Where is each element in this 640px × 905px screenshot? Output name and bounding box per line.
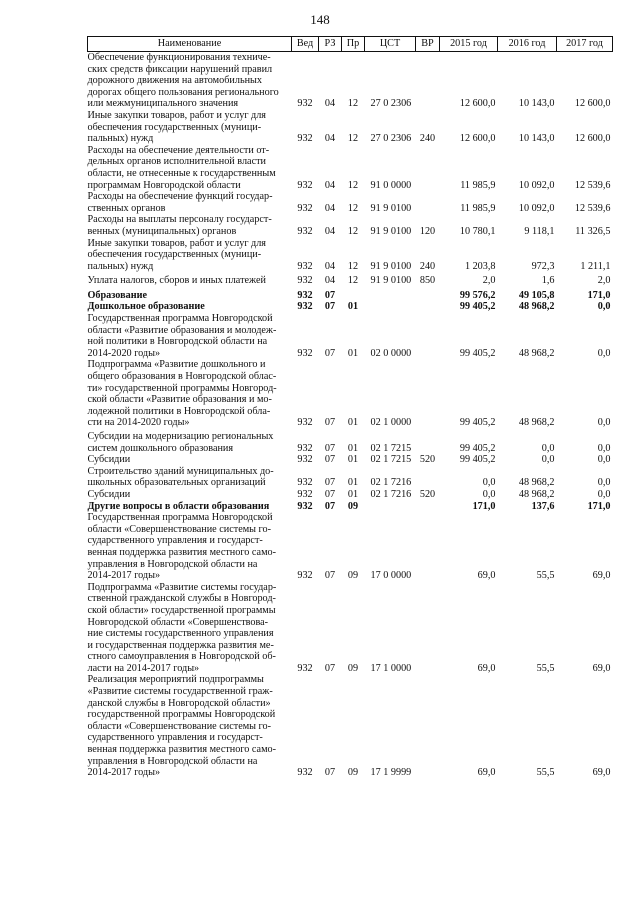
name-line: Расходы на выплаты персоналу государст- bbox=[87, 214, 272, 226]
cell-y2017: 2,0 bbox=[597, 275, 611, 287]
table-header-row bbox=[88, 37, 613, 52]
cell-y2015: 69,0 bbox=[477, 662, 496, 674]
cell-rz: 07 bbox=[324, 488, 336, 500]
cell-y2017: 69,0 bbox=[592, 570, 611, 582]
cell-y2015: 99 405,2 bbox=[459, 301, 496, 313]
cell-vr bbox=[416, 52, 440, 110]
cell-cst: 91 9 0100 bbox=[370, 260, 412, 272]
cell-y2015: 11 985,9 bbox=[460, 202, 496, 214]
cell-ved: 932 bbox=[297, 477, 313, 489]
cell-y2016: 0,0 bbox=[541, 442, 555, 454]
name-line: ние системы государственного управления bbox=[87, 628, 274, 640]
cell-pr: 01 bbox=[347, 417, 359, 429]
cell-y2016: 55,5 bbox=[536, 570, 555, 582]
table-row bbox=[88, 512, 613, 582]
cell-vr bbox=[416, 313, 440, 359]
cell-vr bbox=[416, 582, 440, 675]
name-line: сти на 2014-2020 годы» bbox=[87, 417, 190, 429]
table-row bbox=[88, 431, 613, 454]
cell-pr: 12 bbox=[347, 275, 359, 287]
cell-vr: 520 bbox=[419, 454, 436, 466]
cell-ved: 932 bbox=[297, 662, 313, 674]
cell-vr: 240 bbox=[419, 133, 436, 145]
cell-y2016: 48 968,2 bbox=[518, 488, 555, 500]
cell-rz: 07 bbox=[324, 289, 336, 301]
name-line: дорожного движения на автомобильных bbox=[87, 75, 262, 87]
cell-y2016: 48 968,2 bbox=[518, 347, 555, 359]
cell-pr: 12 bbox=[347, 179, 359, 191]
name-line: Уплата налогов, сборов и иных платежей bbox=[87, 275, 266, 287]
name-line: ти» государственной программы Новгород- bbox=[87, 382, 277, 394]
cell-cst: 17 1 9999 bbox=[370, 767, 412, 779]
name-line: области «Совершенствование системы го- bbox=[87, 720, 271, 732]
cell-y2017: 69,0 bbox=[592, 662, 611, 674]
cell-cst: 02 1 7216 bbox=[370, 488, 412, 500]
table-row bbox=[88, 359, 613, 431]
cell-rz: 07 bbox=[324, 301, 336, 313]
cell-y2017: 12 600,0 bbox=[574, 133, 611, 145]
cell-ved: 932 bbox=[297, 301, 313, 313]
header-2017: 2017 год bbox=[557, 37, 613, 52]
table-row bbox=[88, 582, 613, 675]
name-line: венных (муниципальных) органов bbox=[87, 225, 237, 237]
cell-rz: 07 bbox=[324, 477, 336, 489]
name-line: Субсидии на модернизацию региональных bbox=[87, 431, 274, 442]
cell-y2017: 0,0 bbox=[597, 442, 611, 454]
name-line: сударственного управления и государст- bbox=[87, 535, 263, 547]
cell-rz: 07 bbox=[324, 454, 336, 466]
cell-y2016: 48 968,2 bbox=[518, 417, 555, 429]
cell-pr: 01 bbox=[347, 477, 359, 489]
cell-vr: 520 bbox=[419, 488, 436, 500]
cell-cst: 91 9 0100 bbox=[370, 275, 412, 287]
cell-y2015: 11 985,9 bbox=[460, 179, 496, 191]
cell-ved: 932 bbox=[297, 260, 313, 272]
header-rz: РЗ bbox=[319, 37, 342, 52]
cell-pr: 12 bbox=[347, 202, 359, 214]
cell-cst: 91 0 0000 bbox=[370, 179, 412, 191]
cell-y2015: 99 405,2 bbox=[459, 417, 496, 429]
cell-cst: 27 0 2306 bbox=[370, 98, 412, 110]
table-row bbox=[88, 290, 613, 302]
cell-ved: 932 bbox=[297, 179, 313, 191]
cell-y2015: 171,0 bbox=[472, 500, 496, 512]
name-line: государственной программы Новгородской bbox=[87, 709, 276, 721]
cell-vr bbox=[416, 674, 440, 778]
cell-y2015: 69,0 bbox=[477, 767, 496, 779]
cell-y2017: 0,0 bbox=[597, 454, 611, 466]
name-line: пальных) нужд bbox=[87, 133, 154, 145]
header-pr: Пр bbox=[342, 37, 365, 52]
name-line: ских средств фиксации нарушений правил bbox=[87, 63, 273, 75]
cell-cst: 91 9 0100 bbox=[370, 225, 412, 237]
budget-table bbox=[87, 36, 613, 779]
cell-y2017: 12 539,6 bbox=[574, 179, 611, 191]
cell-cst: 91 9 0100 bbox=[370, 202, 412, 214]
name-line: Подпрограмма «Развитие системы государ- bbox=[87, 581, 277, 593]
name-line: стного самоуправления в Новгородской об- bbox=[87, 651, 276, 663]
table-row bbox=[88, 145, 613, 191]
cell-pr: 09 bbox=[347, 570, 359, 582]
cell-name bbox=[88, 359, 292, 431]
cell-name bbox=[88, 145, 292, 191]
cell-y2017: 1 211,1 bbox=[580, 260, 611, 272]
name-line: дорогах общего пользования регионального bbox=[87, 86, 279, 98]
cell-y2015: 1 203,8 bbox=[464, 260, 496, 272]
cell-name bbox=[88, 454, 292, 466]
cell-pr: 09 bbox=[347, 500, 359, 512]
name-line: ской области» государственной программы bbox=[87, 604, 276, 616]
name-line: Обеспечение функционирования техниче- bbox=[87, 52, 271, 63]
name-line: Государственная программа Новгородской bbox=[87, 512, 273, 524]
cell-y2016: 9 118,1 bbox=[524, 225, 555, 237]
cell-cst bbox=[365, 290, 416, 302]
table-row bbox=[88, 466, 613, 489]
cell-y2015: 10 780,1 bbox=[459, 225, 496, 237]
table-row bbox=[88, 454, 613, 466]
cell-name bbox=[88, 431, 292, 454]
cell-name bbox=[88, 275, 292, 290]
cell-vr bbox=[416, 466, 440, 489]
cell-y2016: 48 968,2 bbox=[518, 477, 555, 489]
cell-y2016: 137,6 bbox=[531, 500, 555, 512]
name-line: Дошкольное образование bbox=[87, 301, 205, 313]
name-line: Реализация мероприятий подпрограммы bbox=[87, 674, 264, 686]
cell-rz: 07 bbox=[324, 767, 336, 779]
cell-ved: 932 bbox=[297, 500, 313, 512]
cell-y2017: 0,0 bbox=[597, 488, 611, 500]
cell-pr: 01 bbox=[347, 301, 359, 313]
name-line: управления в Новгородской области на bbox=[87, 755, 258, 767]
cell-y2016: 49 105,8 bbox=[518, 289, 555, 301]
name-line: лодежной политики в Новгородской обла- bbox=[87, 405, 271, 417]
cell-pr: 01 bbox=[347, 347, 359, 359]
table-row bbox=[88, 191, 613, 214]
cell-cst: 27 0 2306 bbox=[370, 133, 412, 145]
cell-name bbox=[88, 313, 292, 359]
cell-name bbox=[88, 512, 292, 582]
name-line: программам Новгородской области bbox=[87, 179, 241, 191]
cell-y2015: 12 600,0 bbox=[459, 133, 496, 145]
name-line: области «Развитие образования и молодеж- bbox=[87, 324, 277, 336]
cell-y2016: 972,3 bbox=[531, 260, 555, 272]
cell-ved: 932 bbox=[297, 133, 313, 145]
cell-y2017: 171,0 bbox=[587, 500, 611, 512]
cell-ved: 932 bbox=[297, 442, 313, 454]
cell-rz: 07 bbox=[324, 347, 336, 359]
cell-y2015: 12 600,0 bbox=[459, 98, 496, 110]
cell-pr: 09 bbox=[347, 662, 359, 674]
cell-cst: 02 0 0000 bbox=[370, 347, 412, 359]
table-row bbox=[88, 501, 613, 513]
cell-pr: 01 bbox=[347, 454, 359, 466]
table-row bbox=[88, 275, 613, 290]
cell-name bbox=[88, 52, 292, 110]
cell-pr: 12 bbox=[347, 225, 359, 237]
cell-y2015: 99 576,2 bbox=[459, 289, 496, 301]
name-line: или межмуниципального значения bbox=[87, 98, 239, 110]
name-line: 2014-2020 годы» bbox=[87, 347, 161, 359]
cell-y2015: 2,0 bbox=[482, 275, 496, 287]
cell-ved: 932 bbox=[297, 417, 313, 429]
cell-ved: 932 bbox=[297, 289, 313, 301]
header-name: Наименование bbox=[88, 37, 292, 52]
cell-y2017: 0,0 bbox=[597, 301, 611, 313]
cell-vr bbox=[416, 501, 440, 513]
cell-pr: 09 bbox=[347, 767, 359, 779]
cell-rz: 04 bbox=[324, 202, 336, 214]
cell-name bbox=[88, 301, 292, 313]
cell-ved: 932 bbox=[297, 570, 313, 582]
cell-rz: 04 bbox=[324, 98, 336, 110]
name-line: Государственная программа Новгородской bbox=[87, 313, 273, 325]
cell-name bbox=[88, 582, 292, 675]
name-line: «Развитие системы государственной граж- bbox=[87, 686, 273, 698]
name-line: ственных органов bbox=[87, 202, 166, 214]
cell-ved: 932 bbox=[297, 98, 313, 110]
cell-vr bbox=[416, 301, 440, 313]
cell-rz: 07 bbox=[324, 500, 336, 512]
header-cst: ЦСТ bbox=[365, 37, 416, 52]
name-line: Субсидии bbox=[87, 488, 131, 500]
cell-rz: 07 bbox=[324, 442, 336, 454]
header-2015: 2015 год bbox=[440, 37, 498, 52]
cell-ved: 932 bbox=[297, 225, 313, 237]
table-row bbox=[88, 674, 613, 778]
cell-pr: 12 bbox=[347, 260, 359, 272]
name-line: ственной гражданской службы в Новгород- bbox=[87, 593, 276, 605]
cell-y2017: 11 326,5 bbox=[575, 225, 611, 237]
name-line: 2014-2017 годы» bbox=[87, 570, 161, 582]
cell-cst: 02 1 7215 bbox=[370, 454, 412, 466]
name-line: Образование bbox=[87, 289, 148, 301]
cell-name bbox=[88, 191, 292, 214]
name-line: данской службы в Новгородской области» bbox=[87, 697, 271, 709]
name-line: Иные закупки товаров, работ и услуг для bbox=[87, 237, 266, 249]
cell-vr bbox=[416, 512, 440, 582]
cell-ved: 932 bbox=[297, 347, 313, 359]
header-vr: ВР bbox=[416, 37, 440, 52]
name-line: общего образования в Новгородской облас- bbox=[87, 371, 277, 383]
page-number: 148 bbox=[310, 12, 330, 27]
cell-y2016: 10 092,0 bbox=[518, 179, 555, 191]
cell-name bbox=[88, 238, 292, 276]
name-line: ской области «Развитие образования и мо- bbox=[87, 394, 272, 406]
name-line: области «Совершенствование системы го- bbox=[87, 523, 271, 535]
name-line: Строительство зданий муниципальных до- bbox=[87, 465, 274, 477]
cell-name bbox=[88, 674, 292, 778]
name-line: Расходы на обеспечение деятельности от- bbox=[87, 144, 270, 156]
cell-y2017: 0,0 bbox=[597, 417, 611, 429]
cell-cst: 02 1 7216 bbox=[370, 477, 412, 489]
cell-pr: 01 bbox=[347, 488, 359, 500]
cell-y2017: 171,0 bbox=[587, 289, 611, 301]
name-line: пальных) нужд bbox=[87, 260, 154, 272]
cell-y2015: 99 405,2 bbox=[459, 454, 496, 466]
cell-y2016: 10 143,0 bbox=[518, 133, 555, 145]
header-2016: 2016 год bbox=[498, 37, 557, 52]
cell-vr: 240 bbox=[419, 260, 436, 272]
table-row bbox=[88, 52, 613, 110]
name-line: обеспечения государственных (муници- bbox=[87, 249, 262, 261]
cell-name bbox=[88, 466, 292, 489]
table-row bbox=[88, 110, 613, 145]
cell-name bbox=[88, 290, 292, 302]
name-line: Субсидии bbox=[87, 454, 131, 466]
cell-vr bbox=[416, 290, 440, 302]
cell-rz: 04 bbox=[324, 275, 336, 287]
cell-name bbox=[88, 489, 292, 501]
cell-vr bbox=[416, 431, 440, 454]
cell-name bbox=[88, 501, 292, 513]
cell-vr: 850 bbox=[419, 275, 436, 287]
name-line: и государственная поддержка развития ме- bbox=[87, 639, 274, 651]
cell-vr bbox=[416, 359, 440, 431]
cell-cst bbox=[365, 301, 416, 313]
header-ved: Вед bbox=[292, 37, 319, 52]
cell-ved: 932 bbox=[297, 767, 313, 779]
name-line: Новгородской области «Совершенствова- bbox=[87, 616, 269, 628]
cell-ved: 932 bbox=[297, 202, 313, 214]
name-line: 2014-2017 годы» bbox=[87, 767, 161, 779]
name-line: ласти на 2014-2017 годы» bbox=[87, 662, 200, 674]
cell-y2016: 1,6 bbox=[541, 275, 555, 287]
name-line: систем дошкольного образования bbox=[87, 442, 234, 454]
cell-rz: 04 bbox=[324, 179, 336, 191]
table-row bbox=[88, 313, 613, 359]
cell-ved: 932 bbox=[297, 454, 313, 466]
cell-pr: 12 bbox=[347, 98, 359, 110]
cell-y2015: 69,0 bbox=[477, 570, 496, 582]
cell-y2016: 55,5 bbox=[536, 767, 555, 779]
cell-y2017: 12 539,6 bbox=[574, 202, 611, 214]
cell-cst: 17 0 0000 bbox=[370, 570, 412, 582]
cell-y2016: 55,5 bbox=[536, 662, 555, 674]
cell-rz: 04 bbox=[324, 133, 336, 145]
table-row bbox=[88, 489, 613, 501]
cell-y2015: 0,0 bbox=[482, 488, 496, 500]
cell-y2017: 69,0 bbox=[592, 767, 611, 779]
cell-name bbox=[88, 110, 292, 145]
table-body bbox=[88, 52, 613, 779]
cell-pr: 01 bbox=[347, 442, 359, 454]
cell-y2016: 10 143,0 bbox=[518, 98, 555, 110]
cell-vr: 120 bbox=[419, 225, 436, 237]
name-line: венная поддержка развития местного само- bbox=[87, 744, 277, 756]
name-line: Другие вопросы в области образования bbox=[87, 500, 270, 512]
cell-y2017: 0,0 bbox=[597, 477, 611, 489]
cell-y2015: 0,0 bbox=[482, 477, 496, 489]
name-line: венная поддержка развития местного само- bbox=[87, 546, 277, 558]
cell-ved: 932 bbox=[297, 488, 313, 500]
cell-vr bbox=[416, 191, 440, 214]
name-line: Подпрограмма «Развитие дошкольного и bbox=[87, 359, 266, 371]
cell-y2016: 0,0 bbox=[541, 454, 555, 466]
cell-name bbox=[88, 214, 292, 237]
cell-y2016: 48 968,2 bbox=[518, 301, 555, 313]
table-row bbox=[88, 238, 613, 276]
name-line: ной политики в Новгородской области на bbox=[87, 336, 268, 348]
cell-pr bbox=[342, 290, 365, 302]
cell-cst: 02 1 0000 bbox=[370, 417, 412, 429]
cell-rz: 04 bbox=[324, 260, 336, 272]
cell-y2015: 99 405,2 bbox=[459, 442, 496, 454]
cell-cst bbox=[365, 501, 416, 513]
cell-y2017: 0,0 bbox=[597, 347, 611, 359]
cell-cst: 17 1 0000 bbox=[370, 662, 412, 674]
cell-ved: 932 bbox=[297, 275, 313, 287]
cell-rz: 04 bbox=[324, 225, 336, 237]
cell-rz: 07 bbox=[324, 662, 336, 674]
table-row bbox=[88, 301, 613, 313]
name-line: Расходы на обеспечение функций государ- bbox=[87, 191, 273, 203]
cell-y2015: 99 405,2 bbox=[459, 347, 496, 359]
name-line: сударственного управления и государст- bbox=[87, 732, 263, 744]
name-line: обеспечения государственных (муници- bbox=[87, 121, 262, 133]
name-line: школьных образовательных организаций bbox=[87, 477, 266, 489]
cell-cst: 02 1 7215 bbox=[370, 442, 412, 454]
name-line: области, не отнесенные к государственным bbox=[87, 167, 276, 179]
cell-rz: 07 bbox=[324, 570, 336, 582]
name-line: управления в Новгородской области на bbox=[87, 558, 258, 570]
name-line: дельных органов исполнительной власти bbox=[87, 156, 266, 168]
name-line: Иные закупки товаров, работ и услуг для bbox=[87, 109, 266, 121]
cell-y2017: 12 600,0 bbox=[574, 98, 611, 110]
cell-rz: 07 bbox=[324, 417, 336, 429]
cell-y2016: 10 092,0 bbox=[518, 202, 555, 214]
cell-pr: 12 bbox=[347, 133, 359, 145]
cell-vr bbox=[416, 145, 440, 191]
table-row bbox=[88, 214, 613, 237]
